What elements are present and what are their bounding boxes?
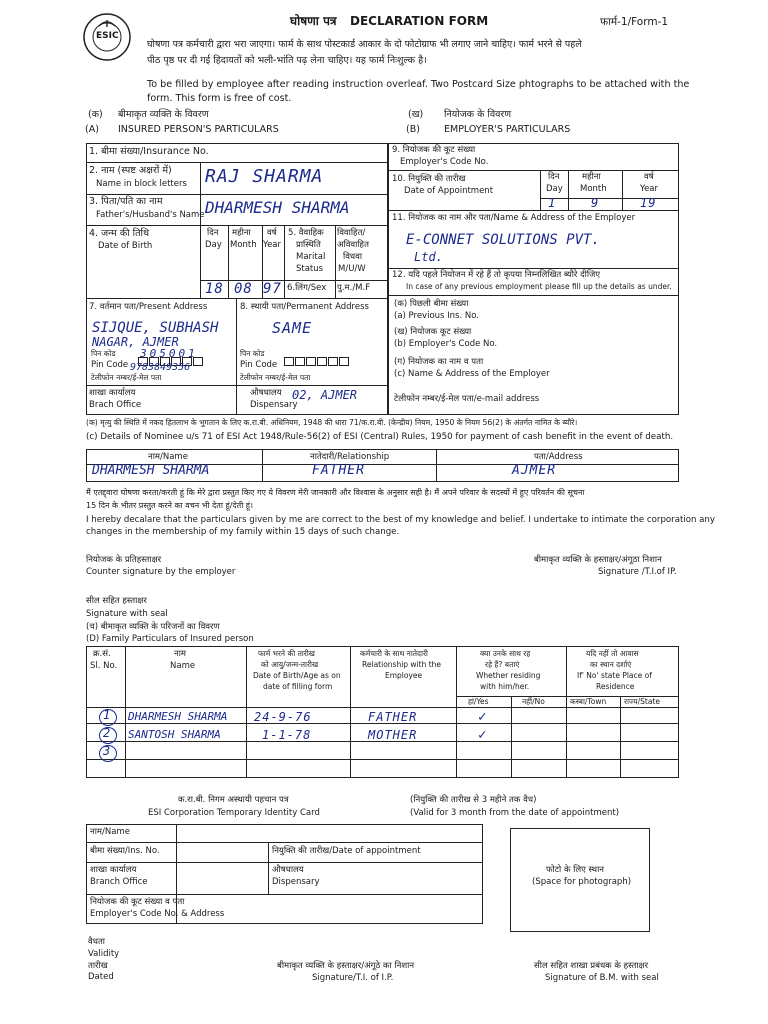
family-col-name: Name bbox=[170, 661, 196, 671]
phone-label-a: टेलीफोन नम्बर/ई-मेल पता bbox=[91, 373, 162, 382]
id-dispensary-label-hi: औषधालय bbox=[272, 865, 304, 875]
family-col-town: कस्बा/Town bbox=[570, 697, 607, 706]
father-label: Father's/Husband's Name bbox=[96, 210, 205, 220]
dated-label: Dated bbox=[88, 972, 114, 982]
family-col-no: नहीं/No bbox=[522, 697, 545, 706]
declaration-hi-1: मैं एतद्द्वारा घोषणा करता/करती हूं कि मेरे द्वारा प्रस्तुत किए गए ये विवरण मेरी जानकारी और विश्वास के अनुसार सही है। मैं अपने परिवार के सदस्यों में हुए परिवर्तन की सूचना bbox=[86, 488, 585, 497]
bm-signature: Signature of B.M. with seal bbox=[545, 973, 659, 983]
id-card-validity-hi: (नियुक्ति की तारीख से 3 महीने तक वैध) bbox=[410, 795, 537, 805]
appt-month-label: Month bbox=[580, 184, 607, 194]
father-name-value: DHARMESH SHARMA bbox=[205, 198, 350, 217]
employer-code-label: Employer's Code No. bbox=[400, 157, 489, 167]
family-col-place-4: Residence bbox=[596, 682, 635, 691]
id-name-label: नाम/Name bbox=[90, 827, 130, 837]
photo-label: (Space for photograph) bbox=[532, 877, 632, 887]
id-card-validity: (Valid for 3 month from the date of appointment) bbox=[410, 808, 620, 818]
nominee-col-relationship: नातेदारी/Relationship bbox=[310, 452, 390, 462]
ip-signature-hi: बीमाकृत व्यक्ति के हस्ताक्षर/अंगूठा निशान bbox=[534, 555, 662, 565]
pin-label-hi: पिन कोड bbox=[91, 349, 116, 358]
family-col-res-3: Whether residing bbox=[476, 671, 541, 680]
employer-name-line1: E-CONNET SOLUTIONS PVT. bbox=[406, 232, 600, 248]
nominee-address-value: AJMER bbox=[512, 463, 557, 478]
seal-signature-hi: सील सहित हस्ताक्षर bbox=[86, 596, 147, 606]
family-row-2-name: SANTOSH SHARMA bbox=[128, 728, 221, 741]
present-phone-value: 9783849356 bbox=[130, 362, 191, 373]
dispensary-label-hi: औषधालय bbox=[250, 388, 282, 398]
marital-label-2: प्रास्थिति bbox=[296, 240, 321, 250]
validity-label-hi: वैधता bbox=[88, 937, 106, 947]
family-row-1-yes: ✓ bbox=[478, 709, 488, 725]
permanent-address-label: 8. स्थायी पता/Permanent Address bbox=[240, 302, 369, 312]
section-b-title: EMPLOYER'S PARTICULARS bbox=[444, 124, 571, 135]
appt-year-hi: वर्ष bbox=[644, 172, 654, 182]
dated-label-hi: तारीख bbox=[88, 961, 108, 971]
ip-name-value: RAJ SHARMA bbox=[205, 166, 324, 187]
perm-pin-label-hi: पिन कोड bbox=[240, 349, 265, 358]
family-col-place-1: यदि नहीं तो आवास bbox=[586, 649, 639, 658]
employer-code-label-hi: 9. नियोजक की कूट संख्या bbox=[392, 145, 476, 155]
bm-signature-hi: सील सहित शाखा प्रबंधक के हस्ताक्षर bbox=[534, 961, 649, 971]
section-a-title-hi: बीमाकृत व्यक्ति के विवरण bbox=[118, 109, 209, 120]
dob-day-value: 18 bbox=[205, 281, 224, 297]
dob-year-label: Year bbox=[263, 240, 281, 250]
father-label-hi: 3. पिता/पति का नाम bbox=[89, 196, 163, 207]
family-col-rel-3: Employee bbox=[385, 671, 423, 680]
nominee-name-value: DHARMESH SHARMA bbox=[92, 463, 210, 478]
family-col-dob-2: को आयु/जन्म-तारीख bbox=[261, 660, 319, 669]
id-ins-label: बीमा संख्या/Ins. No. bbox=[90, 846, 160, 856]
dob-month-hi: महीना bbox=[232, 228, 251, 238]
id-branch-label: Branch Office bbox=[90, 877, 148, 887]
id-ip-signature-hi: बीमाकृत व्यक्ति के हस्ताक्षर/अंगूठे का निशान bbox=[277, 961, 415, 971]
id-card-title-hi: क.रा.बी. निगम अस्थायी पहचान पत्र bbox=[178, 795, 289, 805]
present-address-line2: NAGAR, AJMER bbox=[92, 335, 179, 349]
id-appointment-label: नियुक्ति की तारीख/Date of appointment bbox=[272, 846, 421, 856]
declaration-en-1: I hereby decalare that the particulars given by me are correct to the best of my knowledge and belief. I undertake to intimate the corporation any bbox=[86, 515, 715, 525]
family-heading: (D) Family Particulars of Insured person bbox=[86, 634, 254, 644]
dispensary-value: 02, AJMER bbox=[292, 388, 358, 402]
instruction-hindi-1: घोषणा पत्र कर्मचारी द्वारा भरा जाएगा। फार्म के साथ पोस्टकार्ड आकार के दो फोटोग्राफ भी लगाए जाने चाहिए। फार्म भरने से पहले bbox=[147, 39, 582, 50]
dob-month-value: 08 bbox=[234, 281, 253, 297]
family-row-2-no: 2 bbox=[103, 726, 112, 740]
appt-day-label: Day bbox=[546, 184, 563, 194]
family-col-state: राज्य/State bbox=[624, 697, 661, 706]
section-a-mark-hi: (क) bbox=[88, 109, 103, 120]
family-row-3-no: 3 bbox=[103, 744, 112, 758]
dob-day-label: Day bbox=[205, 240, 222, 250]
dob-label: Date of Birth bbox=[98, 241, 153, 251]
declaration-en-2: changes in the membership of my family within 15 days of such change. bbox=[86, 527, 400, 537]
family-col-res-1: क्या उनके साथ रह bbox=[480, 649, 531, 658]
appt-day-value: 1 bbox=[548, 196, 557, 210]
family-row-2-rel: MOTHER bbox=[368, 728, 418, 742]
family-col-yes: हां/Yes bbox=[468, 697, 489, 706]
nominee-col-address: पता/Address bbox=[534, 452, 583, 462]
family-col-dob-3: Date of Birth/Age as on bbox=[253, 671, 341, 680]
employer-counter-sign-hi: नियोजक के प्रतिहस्ताक्षर bbox=[86, 555, 162, 565]
section-b-mark: (B) bbox=[406, 124, 420, 135]
family-col-rel-1: कर्मचारी के साथ नातेदारी bbox=[360, 649, 428, 658]
logo-text: ESIC bbox=[96, 31, 119, 41]
sex-options: पु.म./M.F bbox=[337, 283, 371, 293]
marital-label-1: 5. वैवाहिक bbox=[288, 228, 324, 238]
family-row-1-rel: FATHER bbox=[368, 710, 418, 724]
family-row-2-yes: ✓ bbox=[478, 727, 488, 743]
appointment-label-hi: 10. नियुक्ति की तारीख bbox=[392, 174, 466, 184]
marital-label-3: Marital bbox=[296, 252, 326, 262]
validity-label: Validity bbox=[88, 949, 120, 959]
id-employer-label: Employer's Code No. & Address bbox=[90, 909, 225, 919]
instruction-hindi-2: पीठ पृष्ठ पर दी गई हिदायतों को भली-भांति पढ़ लेना चाहिए। यह फार्म निःशुल्क है। bbox=[147, 55, 427, 66]
perm-pin-label: Pin Code bbox=[240, 360, 278, 370]
section-b-mark-hi: (ख) bbox=[408, 109, 424, 120]
family-col-place-3: If' No' state Place of bbox=[577, 671, 652, 680]
family-col-place-2: का स्थान दर्शाएं bbox=[590, 660, 632, 669]
id-employer-label-hi: नियोजक की कूट संख्या व पता bbox=[90, 897, 185, 907]
section-b-title-hi: नियोजक के विवरण bbox=[444, 109, 512, 120]
dob-label-hi: 4. जन्म की तिथि bbox=[89, 228, 150, 239]
branch-office-label-hi: शाखा कार्यालय bbox=[89, 388, 136, 398]
marital-opt-4: M/U/W bbox=[338, 264, 366, 274]
id-dispensary-label: Dispensary bbox=[272, 877, 320, 887]
photo-label-hi: फोटो के लिए स्थान bbox=[546, 865, 605, 875]
family-col-dob-1: फार्म भरने की तारीख bbox=[258, 649, 315, 658]
family-col-sl: Sl. No. bbox=[90, 661, 118, 671]
previous-ins-label: (a) Previous Ins. No. bbox=[394, 311, 480, 321]
dob-year-value: 97 bbox=[263, 281, 282, 297]
nominee-col-name: नाम/Name bbox=[148, 452, 188, 462]
prev-employer-phone: टेलीफोन नम्बर/ई-मेल पता/e-mail address bbox=[394, 394, 540, 404]
sex-label: 6.लिंग/Sex bbox=[287, 283, 327, 293]
page-title: DECLARATION FORM bbox=[350, 14, 489, 28]
section-a-title: INSURED PERSON'S PARTICULARS bbox=[118, 124, 279, 135]
present-address-label: 7. वर्तमान पता/Present Address bbox=[89, 302, 208, 312]
prev-employer-name-hi: (ग) नियोजक का नाम व पता bbox=[394, 357, 484, 367]
appt-month-value: 9 bbox=[591, 196, 600, 210]
dob-day-hi: दिन bbox=[207, 228, 219, 238]
present-address-line1: SIJQUE, SUBHASH bbox=[92, 320, 219, 336]
ip-signature: Signature /T.I.of IP. bbox=[598, 567, 677, 577]
prev-employer-code: (b) Employer's Code No. bbox=[394, 339, 498, 349]
prev-employer-name: (c) Name & Address of the Employer bbox=[394, 369, 550, 379]
branch-office-label: Brach Office bbox=[89, 400, 142, 410]
family-row-2-dob: 1-1-78 bbox=[262, 728, 312, 742]
marital-opt-3: विधवा bbox=[343, 252, 363, 262]
family-row-1-dob: 24-9-76 bbox=[254, 710, 312, 724]
marital-opt-1: विवाहित/ bbox=[337, 228, 366, 238]
present-pin-value: 305001 bbox=[140, 347, 198, 360]
section-a-mark: (A) bbox=[85, 124, 99, 135]
previous-ins-label-hi: (क) पिछली बीमा संख्या bbox=[394, 299, 469, 309]
family-col-dob-4: date of filling form bbox=[263, 682, 333, 691]
insurance-no-label: 1. बीमा संख्या/Insurance No. bbox=[89, 146, 209, 157]
family-row-1-name: DHARMESH SHARMA bbox=[128, 710, 228, 723]
prev-employer-code-hi: (ख) नियोजक कूट संख्या bbox=[394, 327, 472, 337]
employer-counter-sign: Counter signature by the employer bbox=[86, 567, 236, 577]
employer-name-label: 11. नियोजक का नाम और पता/Name & Address of the Employer bbox=[392, 213, 636, 223]
name-label-hi: 2. नाम (स्पष्ट अक्षरों में) bbox=[89, 165, 172, 176]
instruction-english-2: form. This form is free of cost. bbox=[147, 93, 292, 104]
appt-year-value: 19 bbox=[640, 196, 657, 210]
pin-label: Pin Code bbox=[91, 360, 129, 370]
family-col-sl-hi: क्र.सं. bbox=[93, 649, 111, 659]
dob-year-hi: वर्ष bbox=[267, 228, 277, 238]
appt-month-hi: महीना bbox=[582, 172, 601, 182]
name-label: Name in block letters bbox=[96, 179, 187, 189]
id-branch-label-hi: शाखा कार्यालय bbox=[90, 865, 137, 875]
previous-employment-label: In case of any previous employment please fill up the details as under. bbox=[406, 282, 672, 291]
appointment-label: Date of Appointment bbox=[404, 186, 494, 196]
nominee-heading: (c) Details of Nominee u/s 71 of ESI Act 1948/Rule-56(2) of ESI (Central) Rules, 1950 for payment of cash benefit in the event of death. bbox=[86, 432, 674, 442]
dispensary-label: Dispensary bbox=[250, 400, 298, 410]
instruction-english-1: To be filled by employee after reading instruction overleaf. Two Postcard Size phtographs to be attached with the bbox=[147, 79, 690, 90]
id-card-title: ESI Corporation Temporary Identity Card bbox=[148, 808, 320, 818]
appt-day-hi: दिन bbox=[548, 172, 560, 182]
marital-label-4: Status bbox=[296, 264, 324, 274]
permanent-pin-boxes[interactable] bbox=[284, 351, 350, 370]
family-col-res-2: रहे हैं? बताएं bbox=[485, 660, 520, 669]
phone-label-perm: टेलीफोन नम्बर/ई-मेल पता bbox=[240, 373, 311, 382]
family-col-name-hi: नाम bbox=[174, 649, 187, 659]
previous-employment-label-hi: 12. यदि पहले नियोजन में रहे हैं तो कृपया निम्नलिखित ब्यौरे दीजिए bbox=[392, 270, 601, 280]
nominee-relationship-value: FATHER bbox=[312, 463, 365, 478]
permanent-address-value: SAME bbox=[272, 319, 313, 337]
declaration-hi-2: 15 दिन के भीतर प्रस्तुत करने का वचन भी देता हूं/देती हूं। bbox=[86, 501, 254, 510]
appt-year-label: Year bbox=[640, 184, 658, 194]
dob-month-label: Month bbox=[230, 240, 257, 250]
seal-signature: Signature with seal bbox=[86, 609, 168, 619]
marital-opt-2: अविवाहित bbox=[337, 240, 369, 250]
family-col-rel-2: Relationship with the bbox=[362, 660, 442, 669]
family-row-1-no: 1 bbox=[103, 708, 112, 722]
employer-name-line2: Ltd. bbox=[414, 250, 443, 264]
id-ip-signature: Signature/T.I. of I.P. bbox=[312, 973, 394, 983]
esic-logo bbox=[82, 12, 132, 62]
title-hindi: घोषणा पत्र bbox=[290, 14, 337, 28]
nominee-heading-hi: (क) मृत्यु की स्थिति में नकद हितलाभ के भुगतान के लिए क.रा.बी. अधिनियम, 1948 की धारा 71/क.रा.बी. (केन्द्रीय) नियम, 1950 के नियम 56(2) के अंतर्गत नामित के ब्यौरे। bbox=[86, 418, 578, 427]
family-col-res-4: with him/her. bbox=[480, 682, 530, 691]
family-heading-hi: (च) बीमाकृत व्यक्ति के परिजनों का विवरण bbox=[86, 622, 220, 632]
form-number: फार्म-1/Form-1 bbox=[600, 16, 669, 28]
